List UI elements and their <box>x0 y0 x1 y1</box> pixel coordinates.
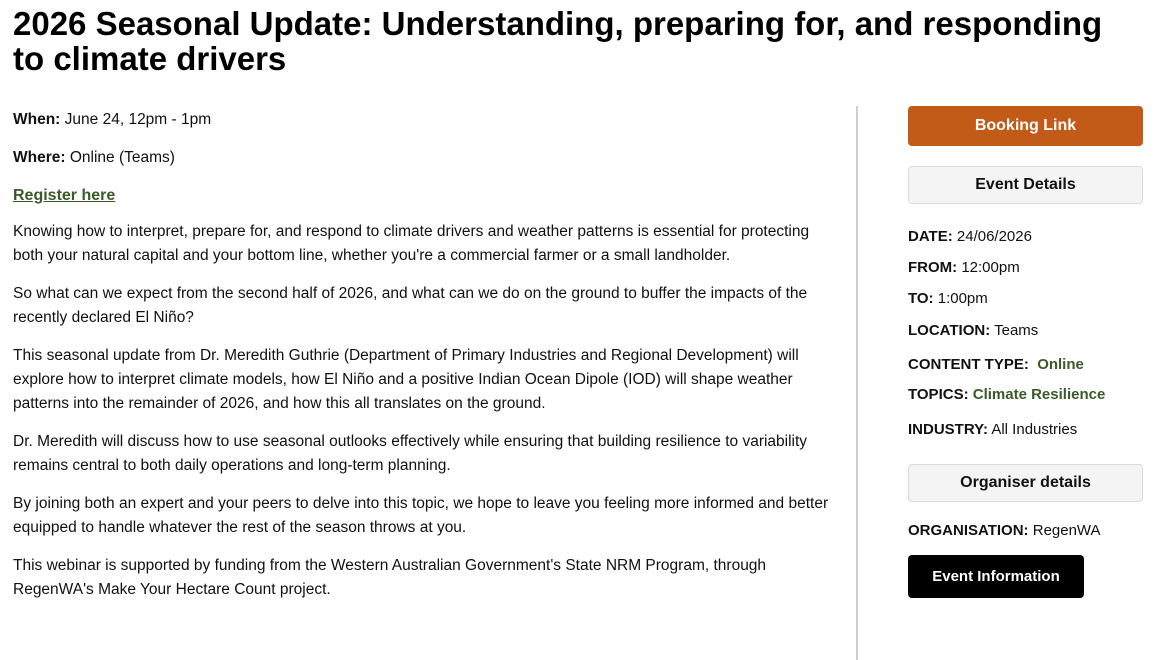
column-divider <box>856 106 858 660</box>
detail-to <box>908 290 988 308</box>
paragraph: By joining both an expert and your peers to delve into this topic, we hope to leave you feeling more informed and better equipped to handle whatever the rest of the season throws at you. <box>13 495 829 536</box>
detail-industry <box>908 421 1077 439</box>
paragraph: So what can we expect from the second half of 2026, and what can we do on the ground to buffer the impacts of the recently declared El Niño? <box>13 285 808 326</box>
when-line <box>13 108 831 132</box>
topics-label: TOPICS: <box>908 386 969 403</box>
topics-value[interactable]: Climate Resilience <box>972 386 1106 403</box>
location-label: LOCATION: <box>908 322 991 339</box>
industry-label: INDUSTRY: <box>908 421 988 438</box>
when-value: June 24, 12pm - 1pm <box>64 111 212 128</box>
where-value: Online (Teams) <box>69 149 175 166</box>
event-sidebar <box>908 106 1143 585</box>
date-value: 24/06/2026 <box>956 228 1032 245</box>
when-label: When: <box>13 111 61 128</box>
to-label: TO: <box>908 290 934 307</box>
detail-organisation <box>908 522 1101 540</box>
detail-from <box>908 259 1020 277</box>
where-line <box>13 146 831 170</box>
location-value: Teams <box>994 322 1039 339</box>
organiser-details-header: Organiser details <box>908 464 1143 502</box>
detail-location <box>908 322 1038 340</box>
event-information-button[interactable]: Event Information <box>908 555 1084 598</box>
register-link[interactable]: Register here <box>13 187 116 204</box>
organisation-label: ORGANISATION: <box>908 522 1029 539</box>
paragraph: This seasonal update from Dr. Meredith Guthrie (Department of Primary Industries and Regional Development) will explore how to interpret climate models, how El Niño and a positive Indian Ocean Dipole (IOD) will shape weather patterns into the remainder of 2026, and how this all translates on the ground. <box>13 347 799 412</box>
detail-topics <box>908 386 1105 404</box>
to-value: 1:00pm <box>937 290 988 307</box>
event-details-header: Event Details <box>908 166 1143 204</box>
where-label: Where: <box>13 149 66 166</box>
detail-content-type <box>908 356 1084 374</box>
page-title: 2026 Seasonal Update: Understanding, preparing for, and responding to climate drivers <box>13 5 1103 77</box>
content-type-value[interactable]: Online <box>1037 356 1084 373</box>
from-value: 12:00pm <box>961 259 1020 276</box>
content-type-label: CONTENT TYPE: <box>908 356 1029 373</box>
paragraph: This webinar is supported by funding from the Western Australian Government's State NRM Program, through RegenWA's Make Your Hectare Count project. <box>13 557 767 598</box>
event-description <box>13 108 831 616</box>
organisation-value: RegenWA <box>1032 522 1101 539</box>
date-label: DATE: <box>908 228 953 245</box>
from-label: FROM: <box>908 259 958 276</box>
booking-link-button[interactable]: Booking Link <box>908 106 1143 146</box>
paragraph: Dr. Meredith will discuss how to use seasonal outlooks effectively while ensuring that building resilience to variability remains central to both daily operations and long-term planning. <box>13 433 808 474</box>
industry-value: All Industries <box>991 421 1078 438</box>
paragraph: Knowing how to interpret, prepare for, and respond to climate drivers and weather patterns is essential for protecting both your natural capital and your bottom line, whether you're a commercial farmer or a small landholder. <box>13 223 810 264</box>
detail-date <box>908 228 1032 246</box>
